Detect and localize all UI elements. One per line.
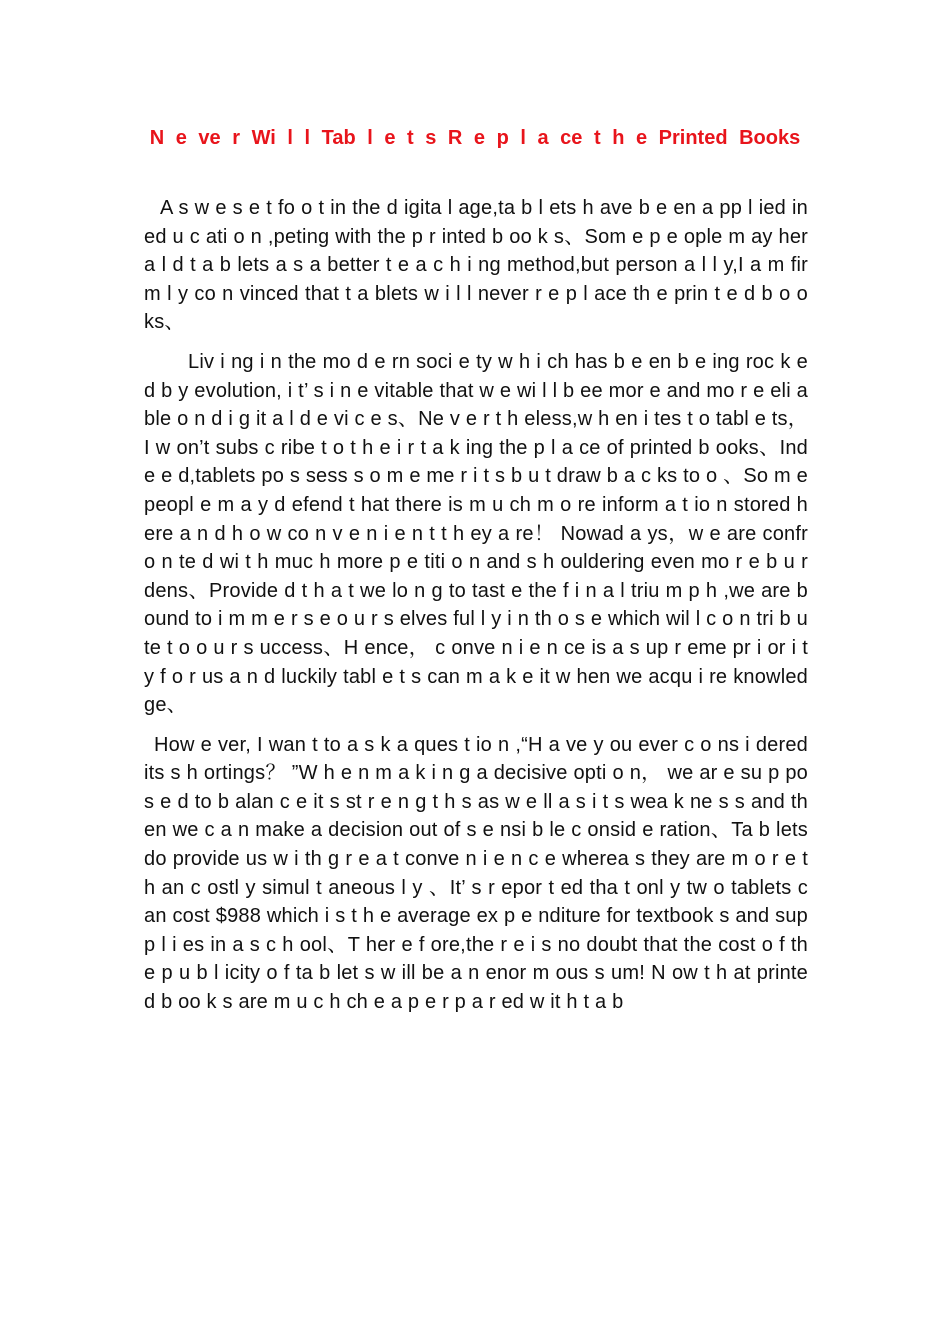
paragraph-1: A s w e s e t fo o t in the d igita l age,ta b l ets h ave b e en a pp l ied in ed u c ati o n ,peting with the p r inted b oo k s、Som e p e ople m ay hera l d t a b lets a s a better t e a c h i ng method,but person a l l y,I a m firm l y co n vinced that t a blets w i l l never r e p l ace th e prin t e d b o o ks、: [144, 197, 808, 334]
document-body: [144, 194, 808, 1028]
document-title: N e ve r Wi l l Tab l e t s R e p l a ce t h e Printed Books: [149, 127, 801, 149]
paragraph-3: How e ver, I wan t to a s k a ques t io n ,“H a ve y ou ever c o ns i dered its s h ortings？ ”W h e n m a k i n g a decisive opti o n， we ar e su p po s e d to b alan c e it s st r e n g t h s as w e ll a s i t s wea k ne s s and then we c a n make a decision out of s e nsi b le c onsid e ration、Ta b lets do provide us w i th g r e a t conve n i e n c e wherea s they are m o r e t h an c ostl y simul t aneous l y 、It’ s r epor t ed tha t onl y tw o tablets c an cost $988 which i s t h e average ex p e nditure for textbook s and supp l i es in a s c h ool、T her e f ore,the r e i s no doubt that the cost o f the p u b l icity o f ta b let s w ill be a n enor m ous s um! N ow t h at printed b oo k s are m u c h ch e a p e r p a r ed w it h t a b: [144, 733, 808, 1014]
paragraph-2: Liv i ng i n the mo d e rn soci e ty w h i ch has b e en b e ing roc k ed b y evolution, i t’ s i n e vitable that w e wi l l b ee mor e and mo r e eli a ble o n d i g it a l d e vi c e s、Ne v e r t h eless,w h en i tes t o tabl e ts，I w on’t subs c ribe t o t h e i r t a k ing the p l a ce of printed b ooks、Ind e e d,tablets po s sess s o m e me r i t s b u t draw b a c ks to o 、So m e peopl e m a y d efend t hat there is m u ch m o re inform a t io n stored h ere a n d h o w co n v e n i e n t t h ey a re！ Nowad a ys，w e are confro n te d wi t h muc h more p e titi o n and s h ouldering even mo r e b u r dens、Provide d t h a t we lo n g to tast e the f i n a l triu m p h ,we are b ound to i m m e r s e o u r s elves ful l y i n th o s e which wil l c o n tri b ute t o o u r s uccess、H ence， c onve n i e n ce is a s up r eme pr i or i t y f o r us a n d luckily tabl e t s can m a k e it w hen we acqu i re knowledge、: [144, 350, 808, 717]
